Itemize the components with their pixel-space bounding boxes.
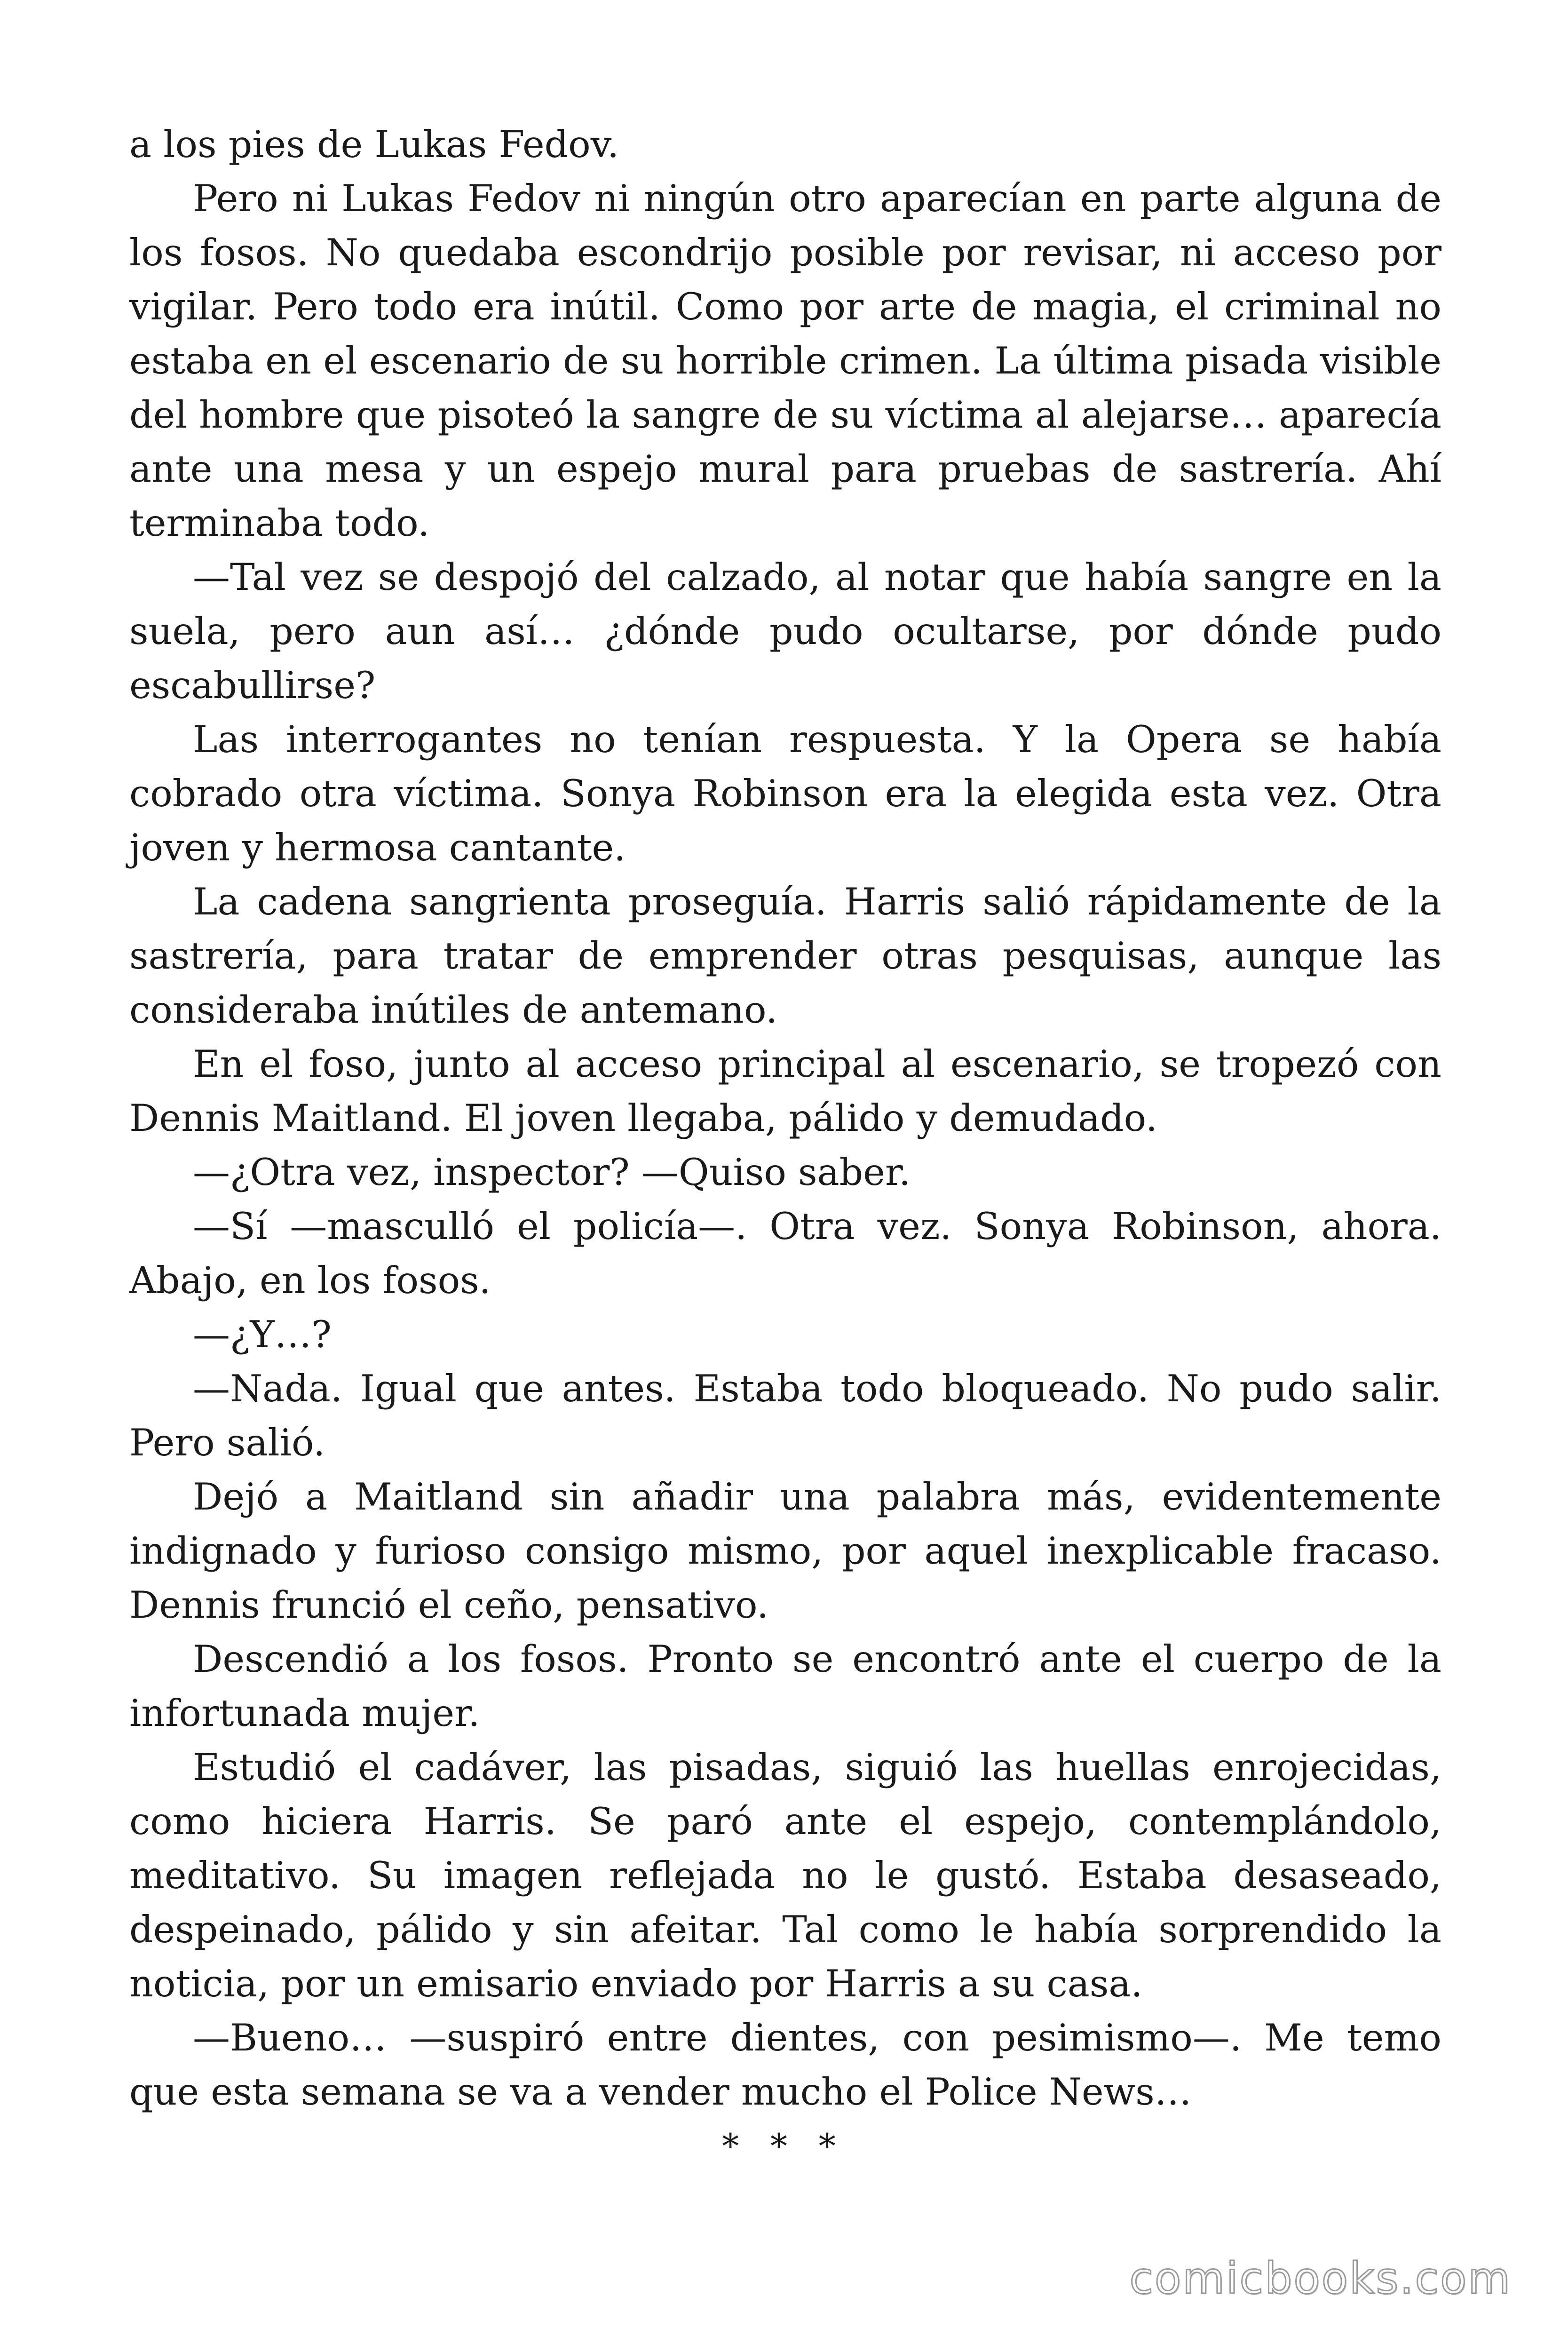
paragraph-6: En el foso, junto al acceso principal al escenario, se tropezó con Dennis Maitland. El joven llegaba, pálido y demudado. [129,1042,1441,1140]
paragraph-8: —Sí —mascullό el policía—. Otra vez. Sonya Robinson, ahora. Abajo, en los fosos. [129,1205,1441,1302]
paragraph-4: Las interrogantes no tenían respuesta. Y la Opera se había cobrado otra víctima. Sonya Robinson era la elegida esta vez. Otra joven y hermosa cantante. [129,718,1441,869]
paragraph-13: Estudió el cadáver, las pisadas, siguió las huellas enrojecidas, como hiciera Harris. Se paró ante el espejo, contemplándolo, meditativo. Su imagen reflejada no le gustó. Estaba desaseado, despeinado, pálido y sin afeitar. Tal como le había sorprendido la noticia, por un emisario enviado por Harris a su casa. [129,1746,1441,2005]
paragraph-1: a los pies de Lukas Fedov. [129,123,619,166]
paragraph-2: Pero ni Lukas Fedov ni ningún otro aparecían en parte alguna de los fosos. No quedaba escondrijo posible por revisar, ni acceso por vigilar. Pero todo era inútil. Como por arte de magia, el criminal no estaba en el escenario de su horrible crimen. La última pisada visible del hombre que pisoteó la sangre de su víctima al alejarse… aparecía ante una mesa y un espejo mural para pruebas de sastrería. Ahí terminaba todo. [129,177,1441,545]
paragraph-12: Descendió a los fosos. Pronto se encontró ante el cuerpo de la infortunada mujer. [129,1637,1441,1735]
scene-break: * * * [722,2126,846,2166]
paragraph-11: Dejó a Maitland sin añadir una palabra más, evidentemente indignado y furioso consigo mismo, por aquel inexplicable fracaso. Dennis frunció el ceño, pensativo. [129,1475,1441,1627]
body-text [129,118,1441,2119]
paragraph-5: La cadena sangrienta proseguía. Harris salió rápidamente de la sastrería, para tratar de emprender otras pesquisas, aunque las consideraba inútiles de antemano. [129,880,1441,1032]
paragraph-3: —Tal vez se despojó del calzado, al notar que había sangre en la suela, pero aun así… ¿dónde pudo ocultarse, por dónde pudo escabullirse? [129,556,1441,707]
paragraph-10: —Nada. Igual que antes. Estaba todo bloqueado. No pudo salir. Pero salió. [129,1367,1441,1464]
paragraph-14: —Bueno… —suspiró entre dientes, con pesimismo—. Me temo que esta semana se va a vender mucho el Police News… [129,2016,1441,2114]
watermark-logo: comicbooks.com [1129,2253,1512,2304]
paragraph-7: —¿Otra vez, inspector? —Quiso saber. [193,1151,911,1194]
paragraph-9: —¿Y…? [193,1313,332,1356]
